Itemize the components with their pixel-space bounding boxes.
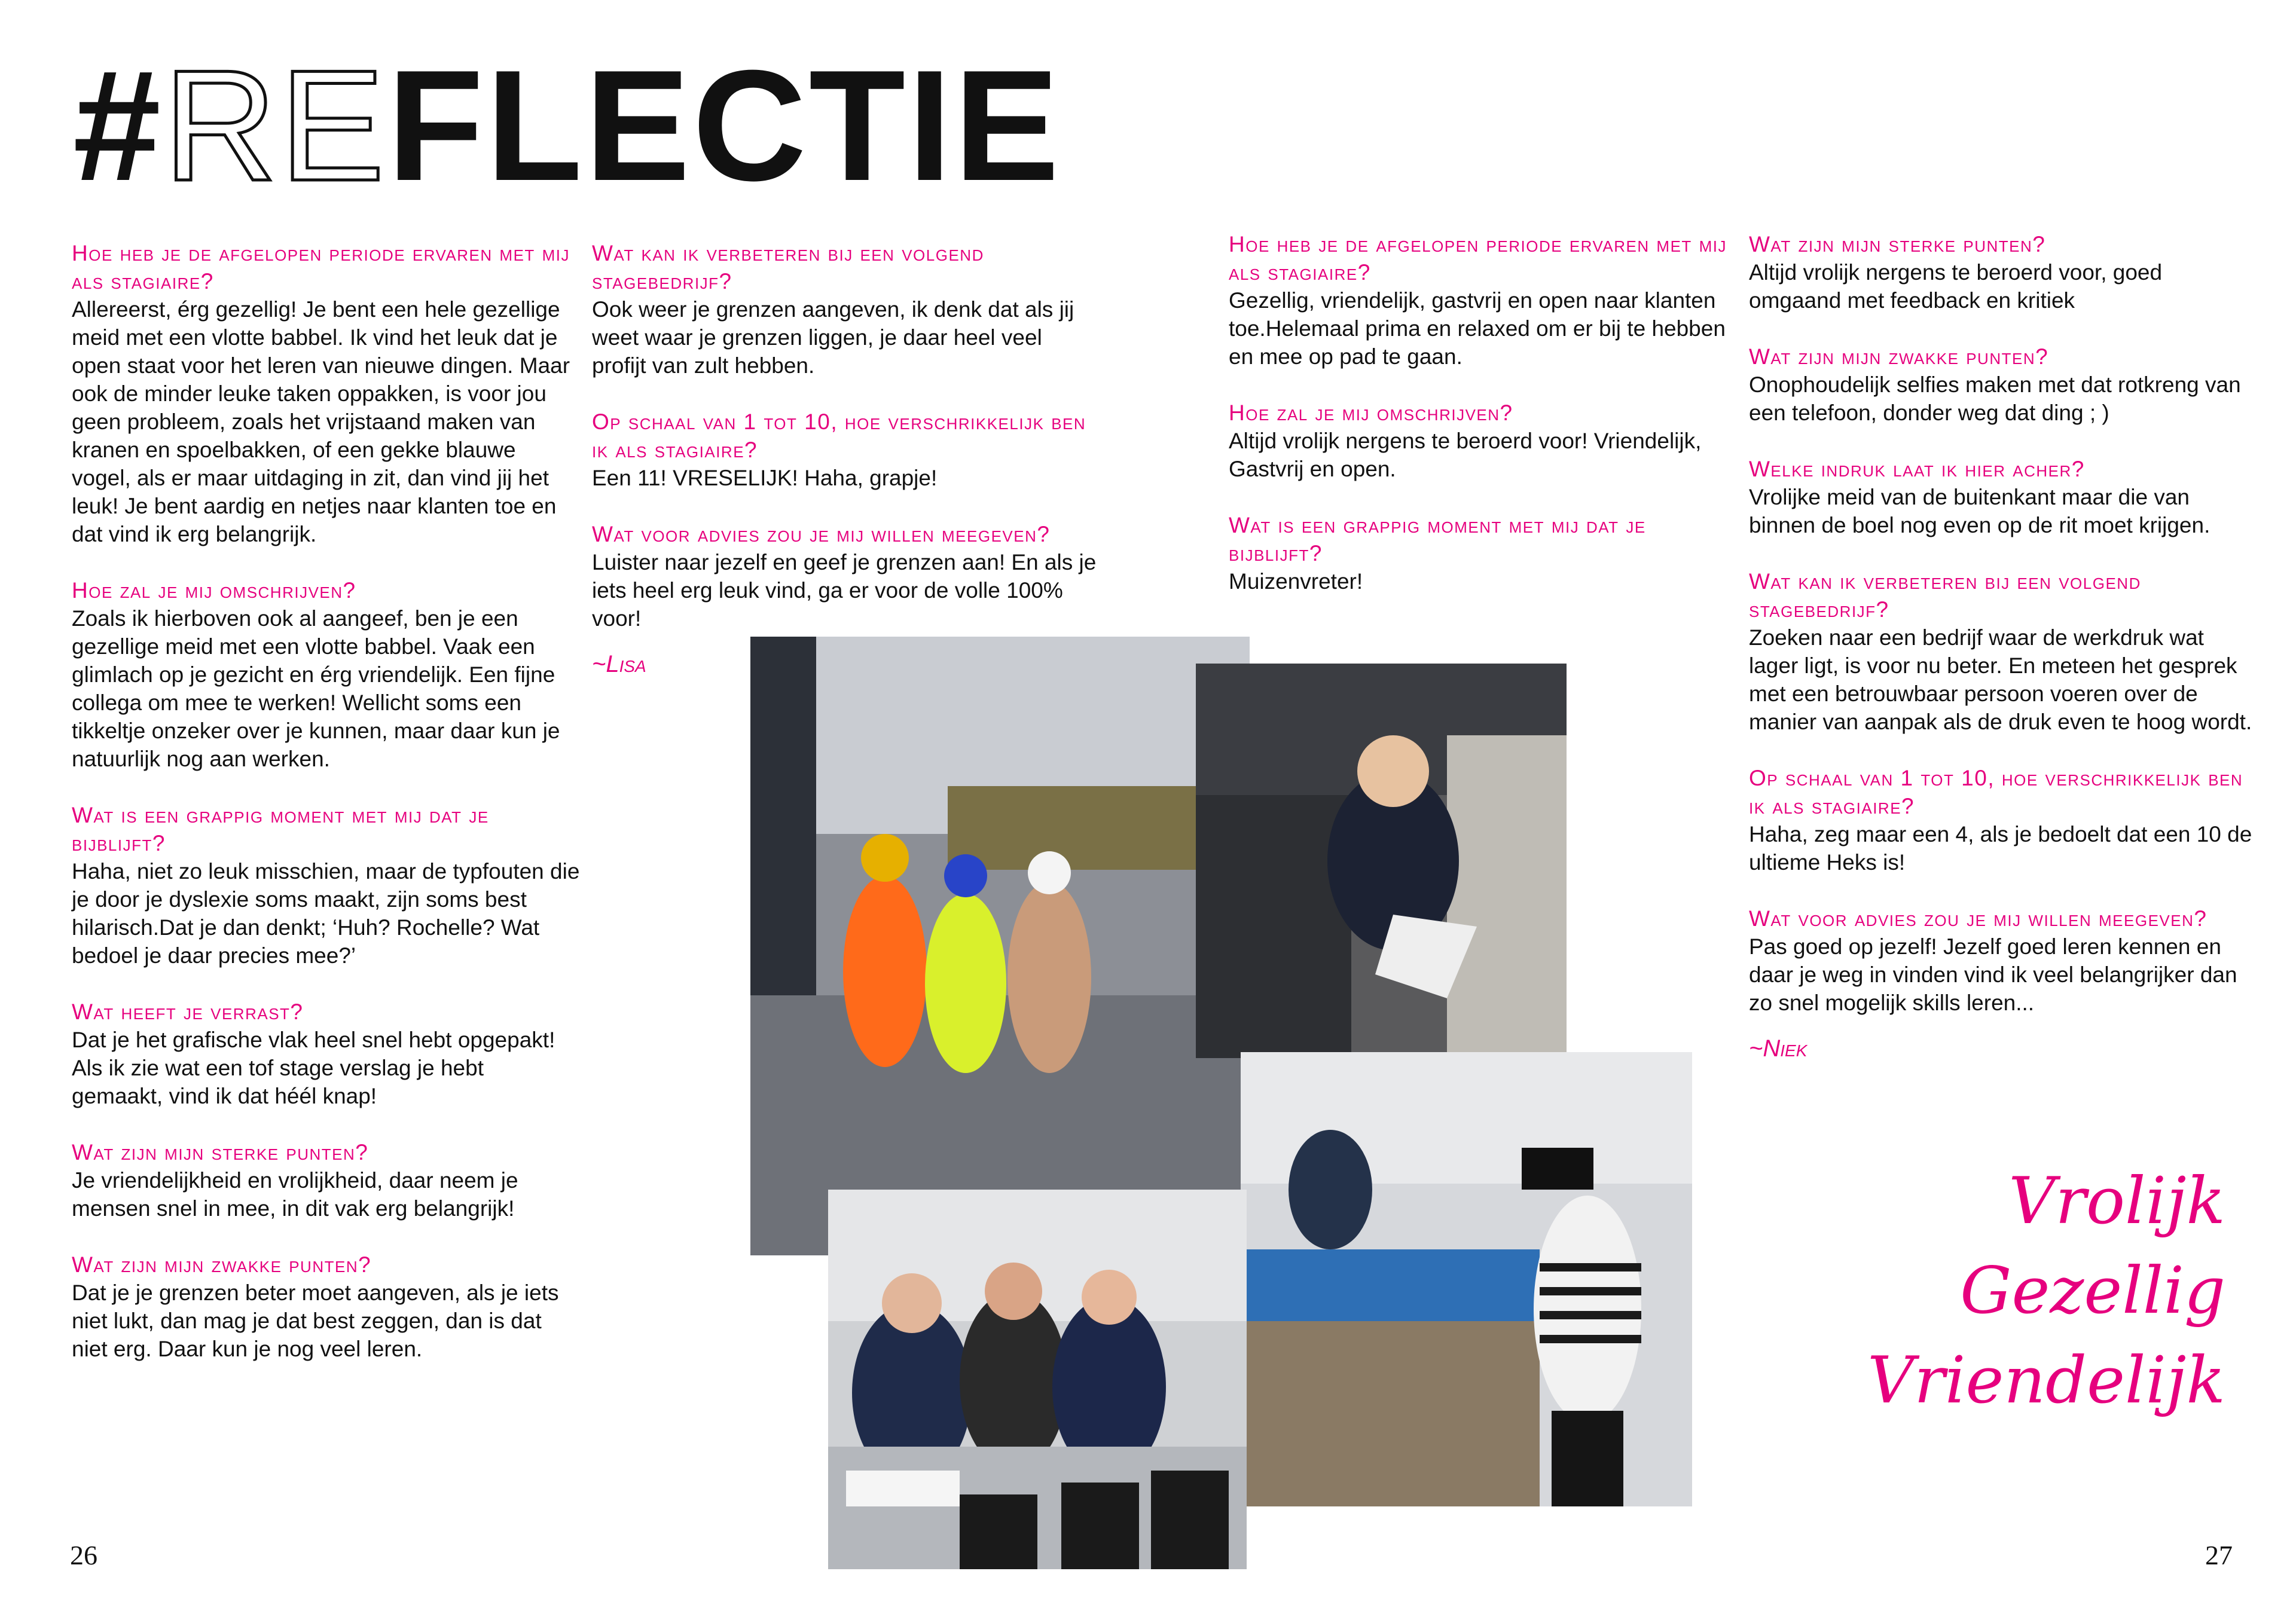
- answer: Haha, zeg maar een 4, als je bedoelt dat een 10 de ultieme Heks is!: [1749, 822, 2252, 875]
- answer: Altijd vrolijk nergens te beroerd voor, goed omgaand met feedback en kritiek: [1749, 260, 2163, 313]
- photo-workshop-dustpan: [1196, 664, 1567, 1058]
- question: Hoe heb je de afgelopen periode ervaren met mij als stagiaire?: [72, 241, 570, 294]
- question: Hoe zal je mij omschrijven?: [72, 578, 356, 603]
- answer: Luister naar jezelf en geef je grenzen aan! En als je iets heel erg leuk vind, ga er voor de volle 100% voor!: [592, 550, 1097, 631]
- answer: Zoeken naar een bedrijf waar de werkdruk wat lager ligt, is voor nu beter. En meteen het gesprek met een betrouwbaar persoon voeren over de manier van aanpak als de druk even te hoog wordt.: [1749, 625, 2252, 734]
- page-number-right: 27: [2205, 1540, 2233, 1570]
- title-hash: #: [73, 37, 163, 213]
- question: Wat kan ik verbeteren bij een volgend stagebedrijf?: [592, 241, 984, 294]
- answer: Zoals ik hierboven ook al aangeef, ben je een gezellige meid met een vlotte babbel. Vaak een glimlach op je gezicht en érg vriendelijk. Een fijne collega om mee te werken! Wellicht soms een tikkeltje onzeker over je kunnen, maar daar kun je natuurlijk nog aan werken.: [72, 606, 560, 771]
- question: Wat is een grappig moment met mij dat je bijblijft?: [1229, 513, 1646, 566]
- photo-video-camera: [1241, 1052, 1692, 1506]
- answer: Allereerst, érg gezellig! Je bent een hele gezellige meid met een vlotte babbel. Ik vind het leuk dat je open staat voor het leren van nieuwe dingen. Maar ook de minder leuke taken oppakken, is voor jou geen probleem, zoals het vrijstaand maken van kranen en spoelbakken, of een gekke blauwe vogel, als er maar uitdaging in zit, dan vind jij het leuk! Je bent aardig en netjes naar klanten toe en dat vind ik erg belangrijk.: [72, 297, 570, 546]
- answer: Dat je het grafische vlak heel snel hebt opgepakt! Als ik zie wat een tof stage verslag je hebt gemaakt, vind ik dat héél knap!: [72, 1028, 555, 1108]
- qa-column-2: [592, 239, 1100, 678]
- answer: Dat je je grenzen beter moet aangeven, als je iets niet lukt, dan mag je dat best zeggen, dan is dat niet erg. Daar kun je nog veel leren.: [72, 1280, 559, 1361]
- question: Wat zijn mijn sterke punten?: [72, 1140, 369, 1164]
- script-words: [1867, 1157, 2225, 1426]
- qa-column-4: [1749, 230, 2257, 1063]
- page-title: [73, 37, 1062, 213]
- script-word-vrolijk: Vrolijk: [2008, 1164, 2225, 1239]
- answer: Haha, niet zo leuk misschien, maar de typfouten die je door je dyslexie soms maakt, zijn soms best hilarisch.Dat je dan denkt; ‘Huh? Rochelle? Wat bedoel je daar precies mee?’: [72, 859, 580, 968]
- answer: Vrolijke meid van de buitenkant maar die van binnen de boel nog even op de rit moet krijgen.: [1749, 485, 2210, 537]
- answer: Muizenvreter!: [1229, 569, 1363, 594]
- question: Hoe heb je de afgelopen periode ervaren met mij als stagiaire?: [1229, 232, 1727, 285]
- question: Wat is een grappig moment met mij dat je bijblijft?: [72, 803, 489, 855]
- answer: Onophoudelijk selfies maken met dat rotkreng van een telefoon, donder weg dat ding ; ): [1749, 372, 2241, 425]
- answer: Gezellig, vriendelijk, gastvrij en open naar klanten toe.Helemaal prima en relaxed om er bij te hebben en mee op pad te gaan.: [1229, 288, 1726, 369]
- qa-column-3: [1229, 230, 1737, 623]
- script-word-gezellig: Gezellig: [1960, 1254, 2225, 1328]
- question: Wat zijn mijn zwakke punten?: [72, 1252, 372, 1277]
- answer: Een 11! VRESELIJK! Haha, grapje!: [592, 466, 938, 490]
- qa-column-1: [72, 239, 580, 1391]
- question: Wat kan ik verbeteren bij een volgend stagebedrijf?: [1749, 569, 2141, 622]
- photo-outdoor-group: [750, 637, 1250, 1255]
- question: Wat voor advies zou je mij willen meegeven?: [592, 522, 1051, 546]
- answer: Ook weer je grenzen aangeven, ik denk dat als jij weet waar je grenzen liggen, je daar heel veel profijt van zult hebben.: [592, 297, 1074, 378]
- answer: Je vriendelijkheid en vrolijkheid, daar neem je mensen snel in mee, in dit vak erg belangrijk!: [72, 1168, 518, 1221]
- page-number-left: 26: [70, 1540, 97, 1570]
- question: Hoe zal je mij omschrijven?: [1229, 401, 1513, 425]
- question: Wat zijn mijn sterke punten?: [1749, 232, 2046, 256]
- title-rest: FLECTIE: [387, 37, 1062, 213]
- question: Welke indruk laat ik hier acher?: [1749, 457, 2085, 481]
- title-re: RE: [163, 37, 387, 213]
- question: Wat voor advies zou je mij willen meegeven?: [1749, 906, 2208, 931]
- photo-team-indoor: [828, 1190, 1247, 1569]
- question: Wat zijn mijn zwakke punten?: [1749, 344, 2049, 369]
- script-word-vriendelijk: Vriendelijk: [1867, 1343, 2225, 1418]
- signature-lisa: ~Lisa: [592, 651, 646, 677]
- answer: Pas goed op jezelf! Jezelf goed leren kennen en daar je weg in vinden vind ik veel belangrijker dan zo snel mogelijk skills leren...: [1749, 934, 2237, 1015]
- question: Op schaal van 1 tot 10, hoe verschrikkelijk ben ik als stagiaire?: [1749, 766, 2243, 818]
- signature-niek: ~Niek: [1749, 1035, 1808, 1062]
- question: Wat heeft je verrast?: [72, 1000, 304, 1024]
- answer: Altijd vrolijk nergens te beroerd voor! Vriendelijk, Gastvrij en open.: [1229, 429, 1702, 481]
- question: Op schaal van 1 tot 10, hoe verschrikkelijk ben ik als stagiaire?: [592, 409, 1086, 462]
